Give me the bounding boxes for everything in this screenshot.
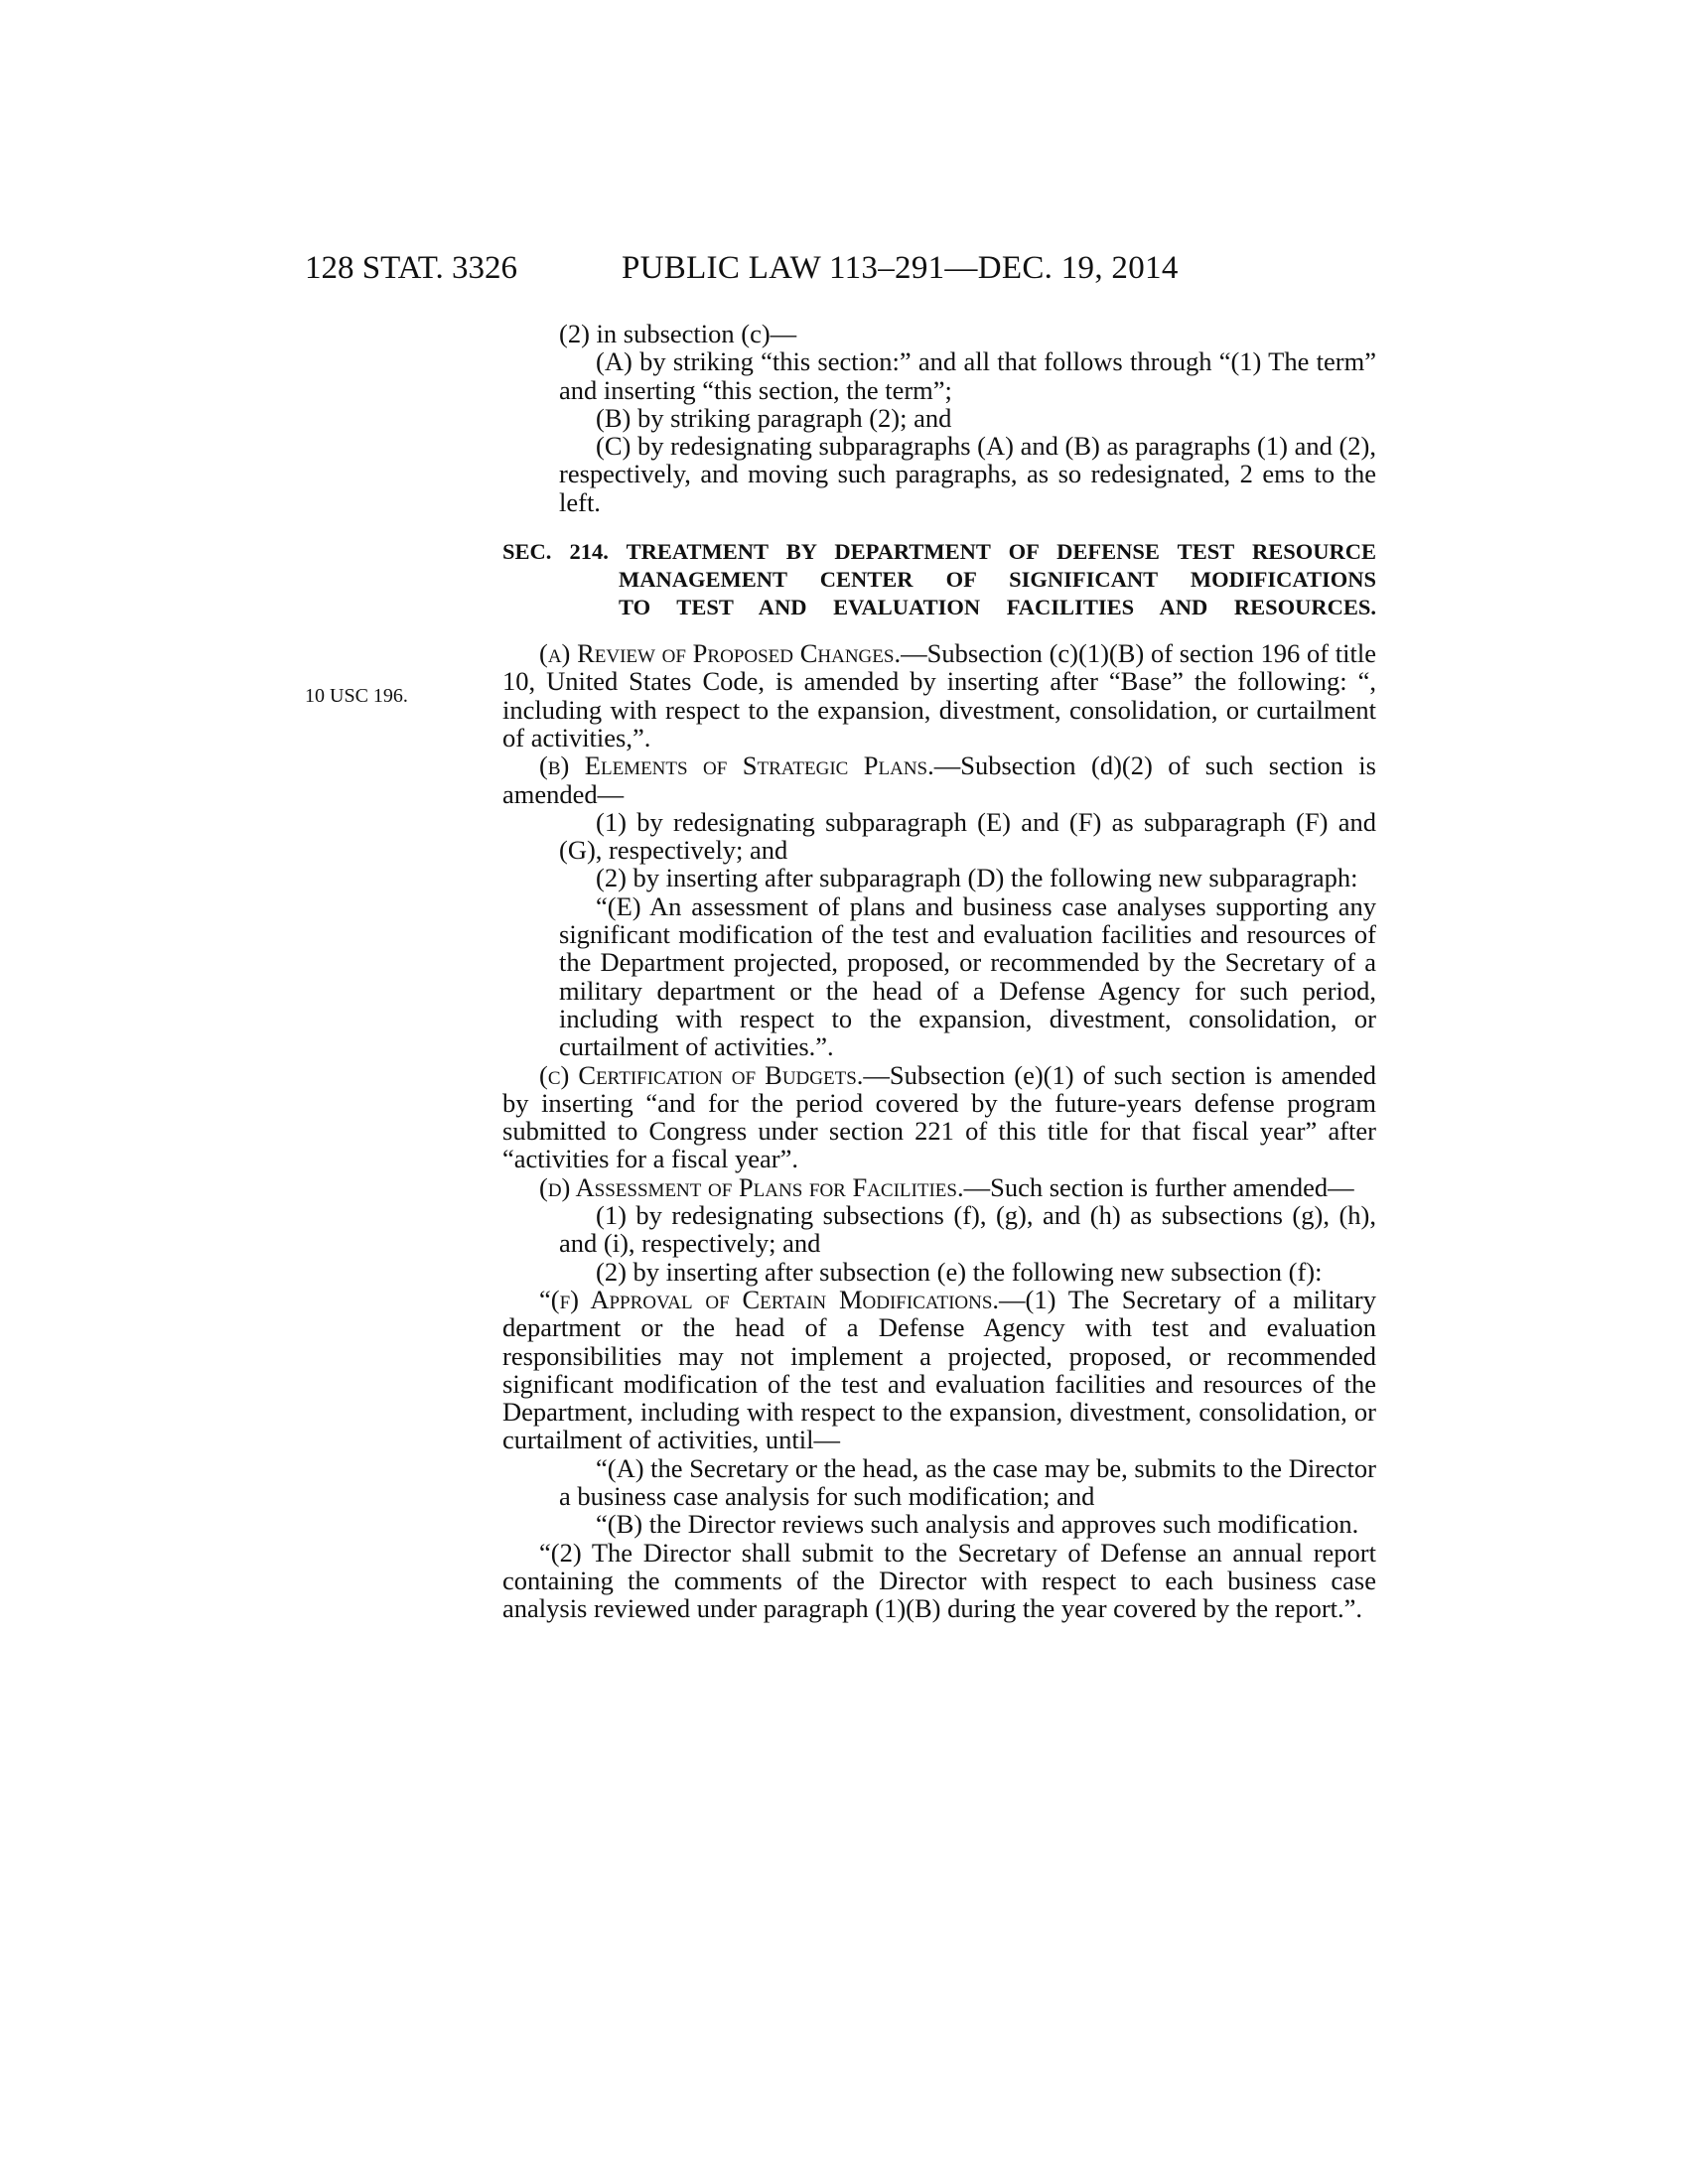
subsection-d bbox=[502, 1173, 1376, 1201]
paragraph: “(2) The Director shall submit to the Secretary of Defense an annual report containing the comments of the Director with respect to each business case analysis reviewed under paragraph (1)(B) during the year covered by the report.”. bbox=[502, 1537, 1376, 1624]
subsection-heading: (c) Certification of Budgets. bbox=[539, 1059, 864, 1090]
subsection-heading: (d) Assessment of Plans for Facilities. bbox=[539, 1171, 964, 1202]
subsection-text: —Subsection (e)(1) of such section is amended by inserting “and for the period covered by the future-years defense program submitted to Congress under section 221 of this title for that fiscal year” after “activities for a fiscal year”. bbox=[502, 1059, 1376, 1174]
subsection-c bbox=[502, 1061, 1376, 1173]
paragraph: (1) by redesignating subparagraph (E) and (F) as subparagraph (F) and (G), respectively; and bbox=[559, 806, 1376, 866]
stat-page-number: 128 STAT. 3326 bbox=[305, 250, 518, 286]
subsection-b bbox=[502, 751, 1376, 808]
subsection-text: —(1) The Secretary of a military department or the head of a Defense Agency with test and evaluation responsibilities may not implement a projected, proposed, or recommended significant modification of the test and evaluation facilities and resources of the Department, including with respect to the expansion, divestment, consolidation, or curtailment of activities, until— bbox=[502, 1284, 1376, 1455]
public-law-title: PUBLIC LAW 113–291—DEC. 19, 2014 bbox=[622, 250, 1179, 286]
section-heading-line: TO TEST AND EVALUATION FACILITIES AND RESOURCES. bbox=[619, 595, 1376, 620]
paragraph: (2) by inserting after subparagraph (D) the following new subparagraph: bbox=[596, 863, 1358, 893]
subsection-heading: (b) Elements of Strategic Plans. bbox=[539, 751, 934, 781]
quoted-paragraph: “(E) An assessment of plans and business case analyses supporting any significant modification of the test and evaluation facilities and resources of the Department projected, proposed, or recommended by the Secretary of a military department or the head of a Defense Agency for such period, including with respect to the expansion, divestment, consolidation, or curtailment of activities.”. bbox=[559, 890, 1376, 1062]
document-body bbox=[502, 320, 1376, 1622]
section-heading-line: SEC. 214. TREATMENT BY DEPARTMENT OF DEFENSE TEST RESOURCE bbox=[502, 539, 1376, 565]
margin-citation: 10 USC 196. bbox=[305, 685, 408, 707]
subsection-heading: “(f) Approval of Certain Modifications. bbox=[539, 1284, 1000, 1314]
subsection-heading: (a) Review of Proposed Changes. bbox=[539, 638, 902, 669]
subsection-a bbox=[502, 639, 1376, 751]
section-heading bbox=[502, 538, 1376, 621]
paragraph: (2) in subsection (c)— bbox=[559, 319, 797, 348]
running-header bbox=[0, 250, 1688, 294]
paragraph: (1) by redesignating subsections (f), (g), and (h) as subsections (g), (h), and (i), respectively; and bbox=[559, 1200, 1376, 1259]
paragraph: “(B) the Director reviews such analysis and approves such modification. bbox=[596, 1509, 1359, 1540]
subsection-text: —Such section is further amended— bbox=[963, 1171, 1354, 1202]
paragraph: (B) by striking paragraph (2); and bbox=[596, 402, 952, 433]
quoted-subsection-f bbox=[502, 1286, 1376, 1454]
paragraph: “(A) the Secretary or the head, as the case may be, submits to the Director a business case analysis for such modification; and bbox=[559, 1452, 1376, 1511]
paragraph: (2) by inserting after subsection (e) the following new subsection (f): bbox=[596, 1256, 1323, 1287]
paragraph: (C) by redesignating subparagraphs (A) and (B) as paragraphs (1) and (2), respectively, and moving such paragraphs, as so redesignated, 2 ems to the left. bbox=[559, 431, 1376, 517]
subsection-text: —Subsection (c)(1)(B) of section 196 of title 10, United States Code, is amended by inserting after “Base” the following: “, including with respect to the expansion, divestment, consolidation, or curtailment of activities,”. bbox=[502, 638, 1376, 752]
section-heading-line: MANAGEMENT CENTER OF SIGNIFICANT MODIFICATIONS bbox=[619, 567, 1376, 593]
subsection-text: —Subsection (d)(2) of such section is amended— bbox=[502, 751, 1376, 809]
paragraph: (A) by striking “this section:” and all that follows through “(1) The term” and inserting “this section, the term”; bbox=[559, 346, 1376, 405]
